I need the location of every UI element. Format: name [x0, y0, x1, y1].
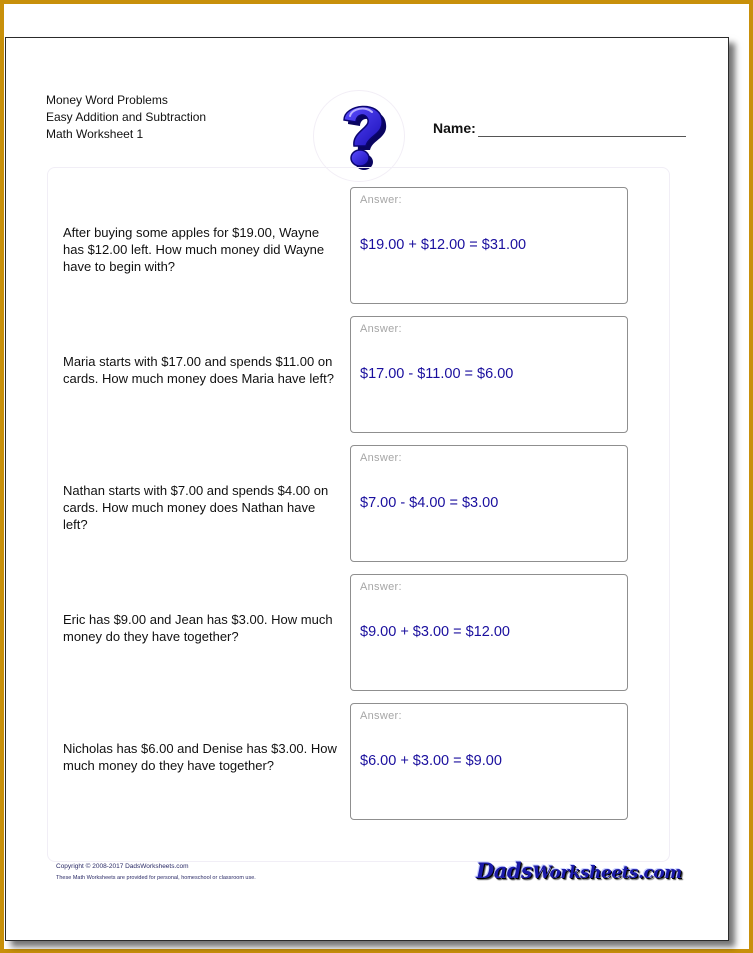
- answer-text: $6.00 + $3.00 = $9.00: [360, 753, 502, 769]
- question-mark-icon: [330, 96, 390, 176]
- usage-note: These Math Worksheets are provided for personal, homeschool or classroom use.: [56, 875, 256, 881]
- answer-box-4[interactable]: [350, 574, 628, 691]
- answer-box-5[interactable]: [350, 703, 628, 820]
- answer-text: $7.00 - $4.00 = $3.00: [360, 495, 499, 511]
- question-2: Maria starts with $17.00 and spends $11.00 on cards. How much money does Maria have left?: [63, 354, 334, 386]
- question-4: Eric has $9.00 and Jean has $3.00. How much money do they have together?: [63, 612, 333, 644]
- answer-text: $19.00 + $12.00 = $31.00: [360, 237, 527, 253]
- answer-label: Answer:: [360, 581, 402, 593]
- copyright-text: Copyright © 2008-2017 DadsWorksheets.com: [56, 863, 189, 870]
- brand-logo: [476, 858, 682, 883]
- brand-part-2: Worksheets.com: [532, 863, 682, 883]
- question-1: After buying some apples for $19.00, Wayne has $12.00 left. How much money did Wayne have to begin with?: [63, 225, 325, 274]
- answer-label: Answer:: [360, 194, 402, 206]
- name-field[interactable]: [433, 119, 686, 137]
- question-3: Nathan starts with $7.00 and spends $4.00 on cards. How much money does Nathan have left?: [63, 483, 329, 532]
- question-5: Nicholas has $6.00 and Denise has $3.00. How much money do they have together?: [63, 741, 337, 773]
- name-label: Name:: [433, 120, 476, 136]
- answer-box-3[interactable]: [350, 445, 628, 562]
- worksheet-title: Money Word Problems: [46, 93, 168, 107]
- answer-box-2[interactable]: [350, 316, 628, 433]
- worksheet-subtitle: Easy Addition and Subtraction: [46, 110, 207, 124]
- answer-label: Answer:: [360, 710, 402, 722]
- worksheet-number: Math Worksheet 1: [46, 127, 144, 141]
- answer-text: $9.00 + $3.00 = $12.00: [360, 624, 510, 640]
- brand-part-1: Dads: [476, 858, 533, 883]
- answer-label: Answer:: [360, 323, 402, 335]
- answer-box-1[interactable]: [350, 187, 628, 304]
- worksheet-title-block: [46, 92, 206, 143]
- answer-text: $17.00 - $11.00 = $6.00: [360, 366, 514, 382]
- answer-label: Answer:: [360, 452, 402, 464]
- name-underline[interactable]: [478, 122, 686, 137]
